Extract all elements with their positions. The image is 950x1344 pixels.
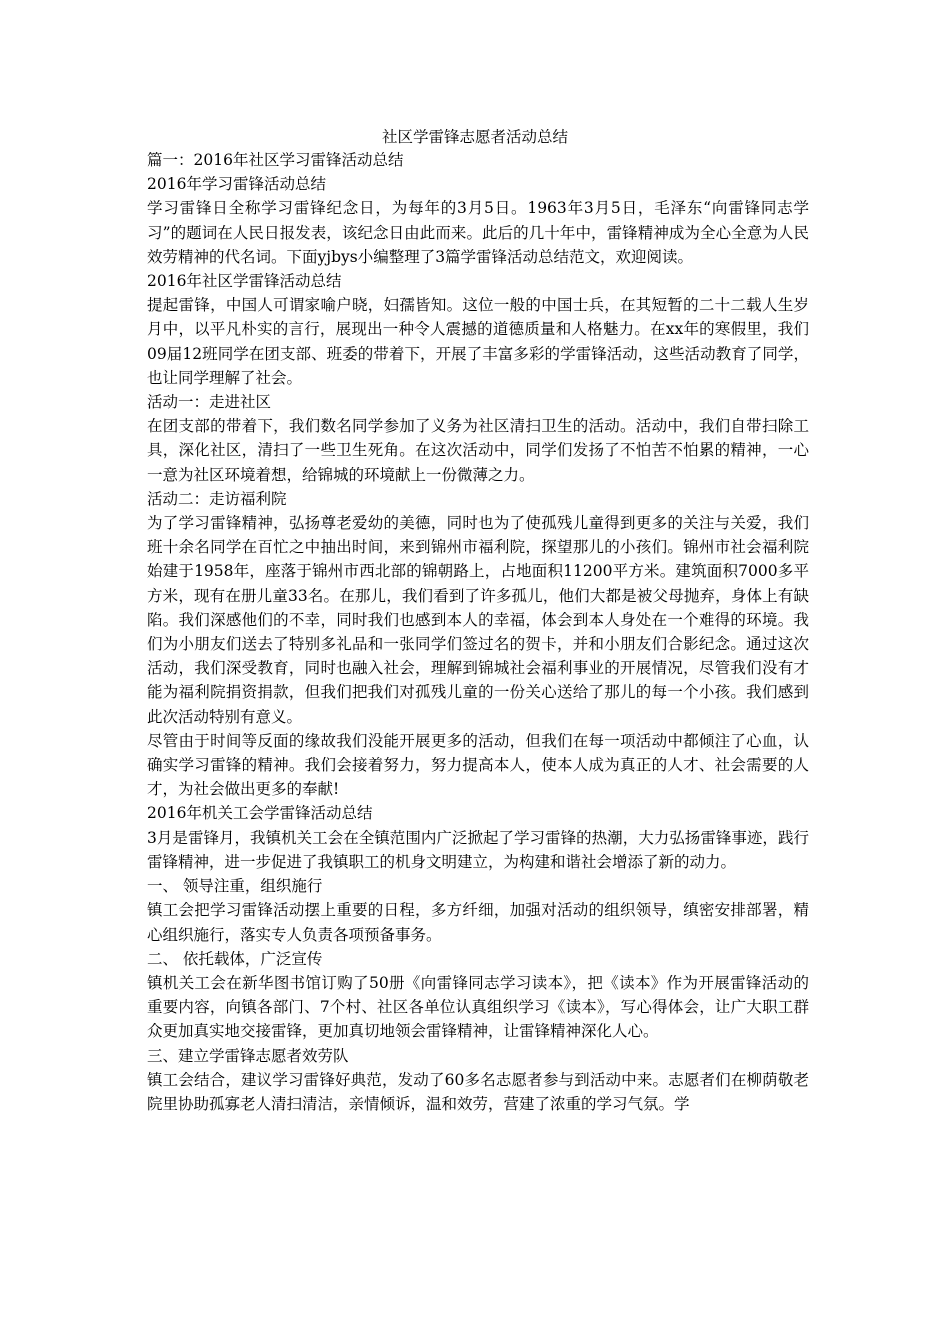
body-paragraph: 提起雷锋，中国人可谓家喻户晓，妇孺皆知。这位一般的中国士兵，在其短暂的二十二载人生岁月中，以平凡朴实的言行，展现出一种令人震撼的道德质量和人格魅力。在xx年的寒假里，我们09届12班同学在团支部、班委的带着下，开展了丰富多彩的学雷锋活动，这些活动教育了同学，也让同学理解了社会。 (147, 296, 809, 387)
body-paragraph: 为了学习雷锋精神，弘扬尊老爱幼的美德，同时也为了使孤残儿童得到更多的关注与关爱，我们班十余名同学在百忙之中抽出时间，来到锦州市福利院，探望那儿的小孩们。锦州市社会福利院始建于1958年，座落于锦州市西北部的锦朝路上，占地面积11200平方米。建筑面积7000多平方米，现有在册儿童33名。在那儿，我们看到了许多孤儿，他们大都是被父母抛弃，身体上有缺陷。我们深感他们的不幸，同时我们也感到本人的幸福，体会到本人身处在一个难得的环境。我们为小朋友们送去了特别多礼品和一张同学们签过名的贺卡，并和小朋友们合影纪念。通过这次活动，我们深受教育，同时也融入社会，理解到锦城社会福利事业的开展情况，尽管我们没有才能为福利院捐资捐款，但我们把我们对孤残儿童的一份关心送给了那儿的每一个小孩。我们感到此次活动特别有意义。 (147, 514, 809, 726)
activity-heading: 活动一：走进社区 (147, 393, 272, 412)
list-heading: 二、 依托载体，广泛宣传 (147, 949, 323, 968)
body-paragraph: 镇工会结合，建议学习雷锋好典范，发动了60多名志愿者参与到活动中来。志愿者们在柳荫敬老院里协助孤寡老人清扫清洁，亲情倾诉，温和效劳，营建了浓重的学习气氛。学 (147, 1070, 809, 1113)
list-heading: 三、建立学雷锋志愿者效劳队 (147, 1046, 349, 1065)
document-title: 社区学雷锋志愿者活动总结 (381, 128, 568, 146)
subsection-heading: 2016年学习雷锋活动总结 (147, 175, 326, 194)
activity-heading: 活动二：走访福利院 (147, 489, 287, 508)
subsection-heading: 2016年机关工会学雷锋活动总结 (147, 804, 373, 823)
section-heading: 篇一：2016年社区学习雷锋活动总结 (147, 151, 404, 169)
body-paragraph: 在团支部的带着下，我们数名同学参加了义务为社区清扫卫生的活动。活动中，我们自带扫除工具，深化社区，清扫了一些卫生死角。在这次活动中，同学们发扬了不怕苦不怕累的精神，一心一意为社区环境着想，给锦城的环境献上一份微薄之力。 (147, 417, 809, 484)
document-body (143, 148, 809, 1116)
body-paragraph: 尽管由于时间等反面的缘故我们没能开展更多的活动，但我们在每一项活动中都倾注了心血，认确实学习雷锋的精神。我们会接着努力，努力提高本人，使本人成为真正的人才、社会需要的人才，为社会做出更多的奉献! (147, 731, 809, 799)
list-heading: 一、 领导注重，组织施行 (147, 877, 323, 896)
body-paragraph: 镇机关工会在新华图书馆订购了50册《向雷锋同志学习读本》，把《读本》作为开展雷锋活动的重要内容，向镇各部门、7个村、社区各单位认真组织学习《读本》，写心得体会，让广大职工群众更加真实地交接雷锋，更加真切地领会雷锋精神，让雷锋精神深化人心。 (147, 973, 809, 1041)
subsection-heading: 2016年社区学雷锋活动总结 (147, 272, 342, 291)
body-paragraph: 学习雷锋日全称学习雷锋纪念日，为每年的3月5日。1963年3月5日，毛泽东“向雷锋同志学习”的题词在人民日报发表，该纪念日由此而来。此后的几十年中，雷锋精神成为全心全意为人民效劳精神的代名词。下面yjbys小编整理了3篇学雷锋活动总结范文，欢迎阅读。 (147, 199, 809, 266)
body-paragraph: 3月是雷锋月，我镇机关工会在全镇范围内广泛掀起了学习雷锋的热潮，大力弘扬雷锋事迹，践行雷锋精神，进一步促进了我镇职工的机身文明建立，为构建和谐社会增添了新的动力。 (147, 828, 809, 871)
body-paragraph: 镇工会把学习雷锋活动摆上重要的日程，多方纤细，加强对活动的组织领导，缜密安排部署，精心组织施行，落实专人负责各项预备事务。 (147, 901, 809, 944)
